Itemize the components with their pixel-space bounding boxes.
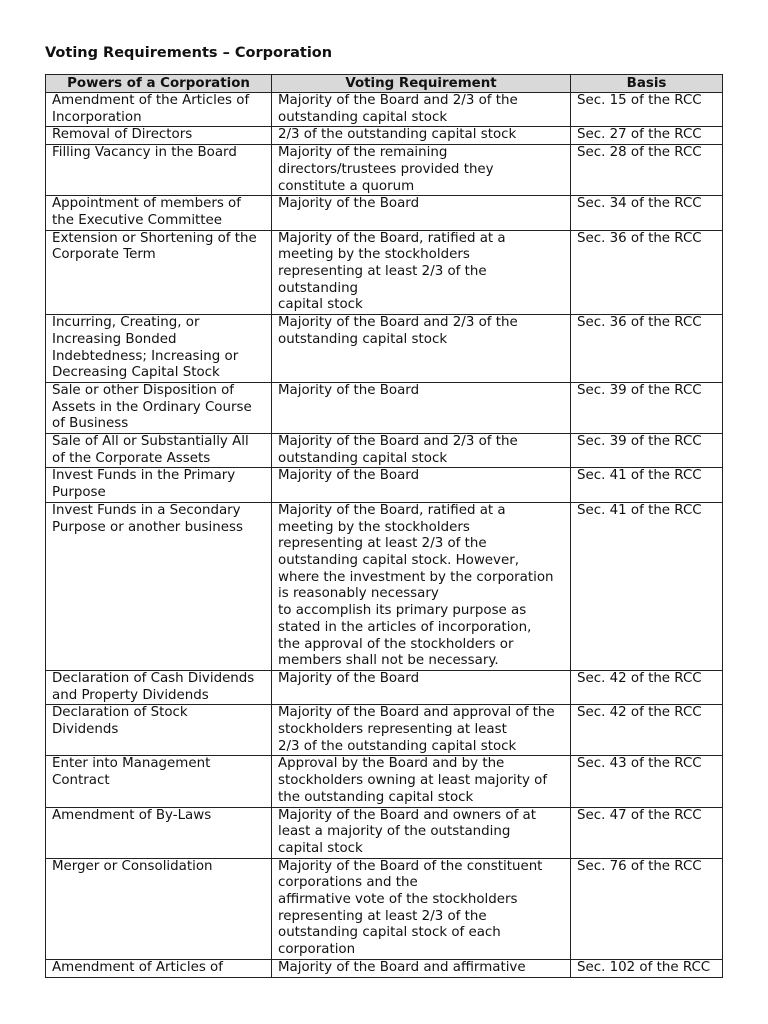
- table-row: [46, 756, 723, 807]
- basis-cell: Sec. 27 of the RCC: [571, 127, 723, 145]
- basis-cell: Sec. 42 of the RCC: [571, 670, 723, 704]
- power-cell: Appointment of members of the Executive Committee: [46, 196, 272, 230]
- basis-cell: Sec. 39 of the RCC: [571, 434, 723, 468]
- basis-cell: Sec. 41 of the RCC: [571, 502, 723, 670]
- table-row: [46, 502, 723, 670]
- power-cell: Removal of Directors: [46, 127, 272, 145]
- requirement-cell: Majority of the Board: [272, 670, 571, 704]
- table-row: [46, 382, 723, 433]
- requirement-cell: Approval by the Board and by the stockholders owning at least majority of the outstanding capital stock: [272, 756, 571, 807]
- basis-cell: Sec. 28 of the RCC: [571, 145, 723, 196]
- requirement-cell: Majority of the Board and 2/3 of the outstanding capital stock: [272, 434, 571, 468]
- requirement-cell: Majority of the Board and 2/3 of the outstanding capital stock: [272, 93, 571, 127]
- table-header: [46, 75, 723, 93]
- table-row: [46, 315, 723, 383]
- power-cell: Extension or Shortening of the Corporate Term: [46, 230, 272, 315]
- table-row: [46, 145, 723, 196]
- power-cell: Declaration of Stock Dividends: [46, 705, 272, 756]
- requirement-cell: Majority of the remaining directors/trustees provided they constitute a quorum: [272, 145, 571, 196]
- requirement-cell: Majority of the Board and approval of the stockholders representing at least 2/3 of the outstanding capital stock: [272, 705, 571, 756]
- power-cell: Declaration of Cash Dividends and Property Dividends: [46, 670, 272, 704]
- basis-cell: Sec. 41 of the RCC: [571, 468, 723, 502]
- requirement-cell: 2/3 of the outstanding capital stock: [272, 127, 571, 145]
- table-row: [46, 858, 723, 959]
- basis-cell: Sec. 76 of the RCC: [571, 858, 723, 959]
- voting-requirements-table: [45, 74, 723, 978]
- table-row: [46, 127, 723, 145]
- power-cell: Amendment of Articles of: [46, 959, 272, 977]
- header-voting-requirement: Voting Requirement: [272, 75, 571, 93]
- power-cell: Amendment of By-Laws: [46, 807, 272, 858]
- header-powers: Powers of a Corporation: [46, 75, 272, 93]
- basis-cell: Sec. 39 of the RCC: [571, 382, 723, 433]
- table-row: [46, 705, 723, 756]
- table-row: [46, 434, 723, 468]
- basis-cell: Sec. 36 of the RCC: [571, 230, 723, 315]
- table-body: [46, 93, 723, 978]
- basis-cell: Sec. 102 of the RCC: [571, 959, 723, 977]
- power-cell: Amendment of the Articles of Incorporation: [46, 93, 272, 127]
- power-cell: Filling Vacancy in the Board: [46, 145, 272, 196]
- basis-cell: Sec. 36 of the RCC: [571, 315, 723, 383]
- requirement-cell: Majority of the Board: [272, 382, 571, 433]
- table-row: [46, 468, 723, 502]
- requirement-cell: Majority of the Board: [272, 196, 571, 230]
- requirement-cell: Majority of the Board of the constituent corporations and the affirmative vote of the stockholders representing at least 2/3 of the outstanding capital stock of each corporation: [272, 858, 571, 959]
- power-cell: Sale of All or Substantially All of the Corporate Assets: [46, 434, 272, 468]
- requirement-cell: Majority of the Board and owners of at least a majority of the outstanding capital stock: [272, 807, 571, 858]
- requirement-cell: Majority of the Board: [272, 468, 571, 502]
- header-basis: Basis: [571, 75, 723, 93]
- basis-cell: Sec. 34 of the RCC: [571, 196, 723, 230]
- basis-cell: Sec. 15 of the RCC: [571, 93, 723, 127]
- table-row: [46, 959, 723, 977]
- header-row: [46, 75, 723, 93]
- power-cell: Incurring, Creating, or Increasing Bonded Indebtedness; Increasing or Decreasing Capital Stock: [46, 315, 272, 383]
- power-cell: Invest Funds in a Secondary Purpose or another business: [46, 502, 272, 670]
- power-cell: Sale or other Disposition of Assets in the Ordinary Course of Business: [46, 382, 272, 433]
- requirement-cell: Majority of the Board, ratified at a meeting by the stockholders representing at least 2/3 of the outstanding capital stock: [272, 230, 571, 315]
- basis-cell: Sec. 47 of the RCC: [571, 807, 723, 858]
- power-cell: Enter into Management Contract: [46, 756, 272, 807]
- basis-cell: Sec. 43 of the RCC: [571, 756, 723, 807]
- power-cell: Invest Funds in the Primary Purpose: [46, 468, 272, 502]
- requirement-cell: Majority of the Board and affirmative: [272, 959, 571, 977]
- table-row: [46, 807, 723, 858]
- table-row: [46, 230, 723, 315]
- table-row: [46, 670, 723, 704]
- document-title: Voting Requirements – Corporation: [45, 45, 333, 61]
- requirement-cell: Majority of the Board, ratified at a meeting by the stockholders representing at least 2/3 of the outstanding capital stock. However, where the investment by the corporation is reasonably necessary to accomplish its primary purpose as stated in the articles of incorporation, the approval of the stockholders or members shall not be necessary.: [272, 502, 571, 670]
- table-row: [46, 93, 723, 127]
- table-row: [46, 196, 723, 230]
- basis-cell: Sec. 42 of the RCC: [571, 705, 723, 756]
- requirement-cell: Majority of the Board and 2/3 of the outstanding capital stock: [272, 315, 571, 383]
- power-cell: Merger or Consolidation: [46, 858, 272, 959]
